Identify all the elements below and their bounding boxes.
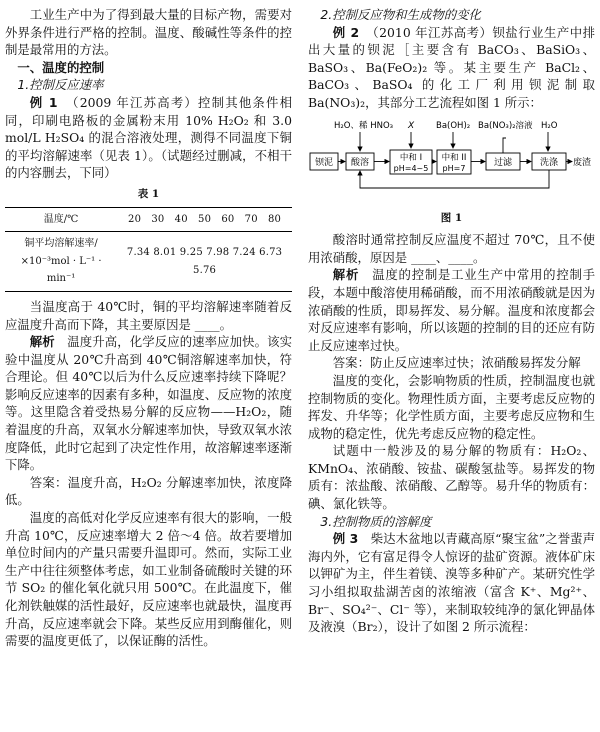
question-paragraph-2: 酸溶时通常控制反应温度不超过 70℃，且不使用浓硝酸，原因是 ____、____。	[308, 232, 595, 265]
label-bano3-solution: Ba(NO₃)₂溶液	[478, 120, 533, 131]
answer-1: 答案：温度升高，H₂O₂ 分解速率加快，浓度降低。	[5, 474, 292, 508]
subsection-heading-rate: 1.控制反应速率	[17, 77, 104, 93]
table-cell-rate-values: 7.34 8.01 9.25 7.98 7.24 6.73 5.76	[117, 232, 292, 292]
process-flow-diagram	[308, 116, 595, 208]
example-1	[5, 94, 292, 182]
analysis-1	[5, 333, 292, 474]
label-h2o: H₂O	[541, 120, 558, 131]
intro-paragraph: 工业生产中为了得到最大量的目标产物，需要对外界条件进行严格的控制。温度、酸碱性等条件的控制是最常用的方法。	[5, 7, 292, 58]
left-column	[5, 6, 292, 650]
label-h2o-hno3: H₂O、稀 HNO₃	[334, 120, 394, 131]
analysis-2-text: 温度的控制是工业生产中常用的控制手段，本题中酸溶使用稀硝酸，而不用浓硝酸就是因为浓硝酸的性质，即易挥发、易分解。温度和浓度都会对反应速率有影响，所以该题的控制的目的还应有防止反应速率过快。	[308, 267, 596, 353]
question-paragraph-1: 当温度高于 40℃时，铜的平均溶解速率随着反应温度升高而下降，其主要原因是 ____。	[5, 298, 292, 332]
box-bani-label: 钡泥	[314, 157, 334, 168]
example-2-label: 例 2	[332, 24, 360, 40]
analysis-2	[308, 266, 595, 354]
box-suanrong-label: 酸溶	[350, 157, 370, 168]
example-2	[308, 24, 595, 112]
subsection-heading-reactants: 2.控制反应物和生成物的变化	[320, 7, 481, 22]
table-1-caption: 表 1	[137, 187, 160, 200]
label-baoh2: Ba(OH)₂	[436, 120, 471, 131]
label-feizha: 废渣	[573, 157, 592, 168]
figure-1	[308, 116, 595, 228]
line-guolv-to-bano3	[503, 138, 506, 153]
discussion-paragraph-2: 温度的变化，会影响物质的性质，控制温度也就控制物质的变化。物理性质方面，主要考虑反应物的挥发、升华等；化学性质方面，主要考虑反应物和生成物的稳定性，优先考虑反应物的稳定性。	[308, 372, 595, 441]
analysis-1-text: 温度升高，化学反应的速率应加快。该实验中温度从 20℃升高到 40℃铜溶解速率加快，符合理论。但 40℃以后为什么反应速率持续下降呢？影响反应速率的因素有多种，如温度、反应物的浓度等。这里隐含着受热易分解的反应物——H₂O₂，随着温度的升高，双氧水分解速率加快，导致双氧水浓度降低，此时它起到了决定性作用，故溶解速率逐渐下降。	[5, 334, 293, 473]
table-rate-label-line1: 铜平均溶解速率/	[24, 238, 98, 250]
box-zhonghe-2-line1: 中和 II	[441, 152, 467, 163]
table-cell-temperature-values: 20 30 40 50 60 70 80	[117, 207, 292, 232]
discussion-paragraph-3: 试题中一般涉及的易分解的物质有：H₂O₂、KMnO₄、浓硝酸、铵盐、碳酸氢盐等。易挥发的物质有：浓盐酸、浓硝酸、乙醇等。易升华的物质有：碘、氯化铁等。	[308, 443, 595, 512]
discussion-paragraph-1: 温度的高低对化学反应速率有很大的影响，一般升高 10℃，反应速率增大 2 倍～4 倍。故若要增加单位时间内的产量只需要升温即可。然而，实际工业生产中往往须整体考虑，如工业制备硫酸时关键的环节 SO₂ 的催化氧化就只用 500℃。在此温度下，催化剂铁触媒的活性最好，反应速率也就最快，温度再升高，反应速率就会下降。某些反应用到酶催化，则需要的温度更低了，以保证酶的活性。	[5, 510, 292, 649]
box-zhonghe-2-line2: pH=7	[442, 163, 466, 173]
example-3-label: 例 3	[332, 531, 359, 547]
table-row-temperature	[5, 207, 292, 232]
analysis-1-label: 解析	[29, 334, 55, 350]
box-zhonghe-1-line1: 中和 I	[399, 152, 423, 163]
box-guolv-label: 过滤	[493, 157, 513, 168]
figure-1-caption: 图 1	[440, 211, 463, 224]
right-column	[308, 6, 595, 636]
subsection-heading-solubility: 3.控制物质的溶解度	[320, 513, 432, 529]
table-1	[5, 207, 292, 292]
box-xidi-label: 洗涤	[539, 157, 559, 168]
section-heading-temperature: 一、温度的控制	[17, 59, 105, 75]
table-cell-rate-label	[5, 232, 117, 292]
example-1-label: 例 1	[29, 94, 58, 110]
table-rate-label-line2: ×10⁻³mol · L⁻¹ · min⁻¹	[20, 255, 102, 285]
answer-2: 答案：防止反应速率过快；浓硝酸易挥发分解	[332, 355, 581, 371]
table-cell-temperature-label: 温度/℃	[5, 207, 117, 232]
example-2-text: （2010 年江苏高考）钡盐行业生产中排出大量的钡泥［主要含有 BaCO₃、BaSiO₃、BaSO₃、Ba(FeO₂)₂ 等。某主要生产 BaCl₂、BaCO₃、BaSO₄ 的化工厂利用钡泥制取 Ba(NO₃)₂，其部分工艺流程如图 1 所示：	[308, 24, 595, 110]
label-x: X	[408, 120, 415, 131]
example-3-text: 柴达木盆地以青藏高原“聚宝盆”之誉蜚声海内外，它有富足得令人惊讶的盐矿资源。液体矿床以钾矿为主，伴生着镁、溴等多种矿产。某研究性学习小组拟取盐湖苦卤的浓缩液（富含 K⁺、Mg²⁺、Br⁻、SO₄²⁻、Cl⁻ 等），来制取较纯净的氯化钾晶体及液溴（Br₂），设计了如图 2 所示流程：	[308, 531, 596, 635]
example-3	[308, 530, 595, 636]
example-1-text: （2009 年江苏高考）控制其他条件相同，印刷电路板的金属粉末用 10% H₂O₂ 和 3.0 mol/L H₂SO₄ 的混合溶液处理，测得不同温度下铜的平均溶解速率（见表 1）。（试题经过删减，不相干的内容删去，下同）	[5, 94, 293, 181]
table-row-rate	[5, 232, 292, 292]
box-zhonghe-1-line2: pH=4~5	[393, 163, 429, 173]
analysis-2-label: 解析	[332, 267, 360, 283]
